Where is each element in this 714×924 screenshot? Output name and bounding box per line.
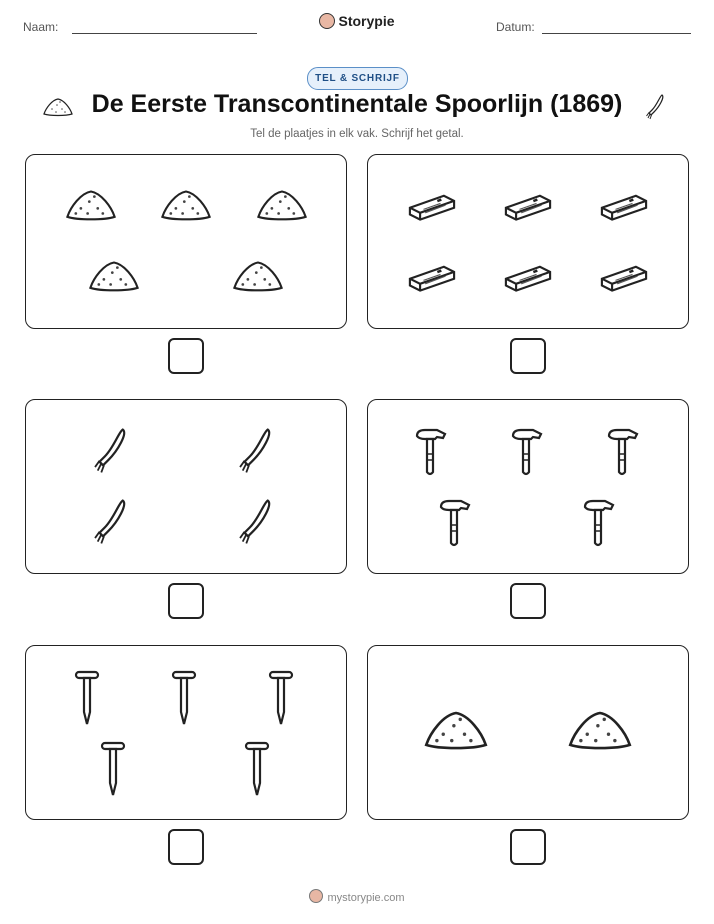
- gravel-pile-icon: [255, 185, 309, 225]
- count-box-3: [25, 399, 347, 574]
- hammer-icon: [436, 497, 474, 549]
- railroad-tie-icon: [502, 189, 554, 223]
- gravel-pile-icon: [159, 185, 213, 225]
- instructions: Tel de plaatjes in elk vak. Schrijf het getal.: [250, 128, 464, 140]
- answer-box-4[interactable]: [510, 583, 546, 619]
- date-line[interactable]: [542, 33, 691, 34]
- railroad-tie-icon: [598, 260, 650, 294]
- worksheet-type-badge: TEL & SCHRIJF: [307, 67, 408, 90]
- answer-box-1[interactable]: [168, 338, 204, 374]
- answer-box-5[interactable]: [168, 829, 204, 865]
- count-box-2: [367, 154, 689, 329]
- brand-name: Storypie: [338, 13, 395, 29]
- nail-icon: [171, 670, 197, 726]
- nail-icon: [244, 741, 270, 797]
- footer: [0, 889, 714, 904]
- nail-icon: [268, 670, 294, 726]
- railroad-spike-icon: [233, 497, 281, 547]
- railroad-tie-icon: [502, 260, 554, 294]
- count-box-6: [367, 645, 689, 820]
- railroad-spike-icon: [88, 497, 136, 547]
- count-box-5: [25, 645, 347, 820]
- answer-box-3[interactable]: [168, 583, 204, 619]
- date-label: Datum:: [496, 20, 535, 34]
- storypie-logo-icon: [309, 889, 323, 903]
- hammer-icon: [604, 426, 642, 478]
- brand-logo: [0, 13, 714, 29]
- footer-url[interactable]: mystorypie.com: [327, 892, 405, 904]
- answer-box-6[interactable]: [510, 829, 546, 865]
- gravel-pile-icon: [87, 256, 141, 296]
- gravel-pile-icon: [422, 707, 490, 753]
- nail-icon: [74, 670, 100, 726]
- gravel-pile-icon: [64, 185, 118, 225]
- railroad-tie-icon: [406, 260, 458, 294]
- gravel-pile-icon: [231, 256, 285, 296]
- name-label: Naam:: [23, 20, 59, 34]
- railroad-tie-icon: [406, 189, 458, 223]
- count-box-1: [25, 154, 347, 329]
- railroad-spike-icon: [643, 93, 669, 121]
- name-line[interactable]: [72, 33, 257, 34]
- railroad-tie-icon: [598, 189, 650, 223]
- hammer-icon: [412, 426, 450, 478]
- nail-icon: [100, 741, 126, 797]
- railroad-spike-icon: [88, 426, 136, 476]
- count-box-4: [367, 399, 689, 574]
- page-title: De Eerste Transcontinentale Spoorlijn (1869): [91, 90, 623, 118]
- answer-box-2[interactable]: [510, 338, 546, 374]
- hammer-icon: [508, 426, 546, 478]
- hammer-icon: [580, 497, 618, 549]
- railroad-spike-icon: [233, 426, 281, 476]
- storypie-logo-icon: [319, 13, 335, 29]
- gravel-pile-icon: [566, 707, 634, 753]
